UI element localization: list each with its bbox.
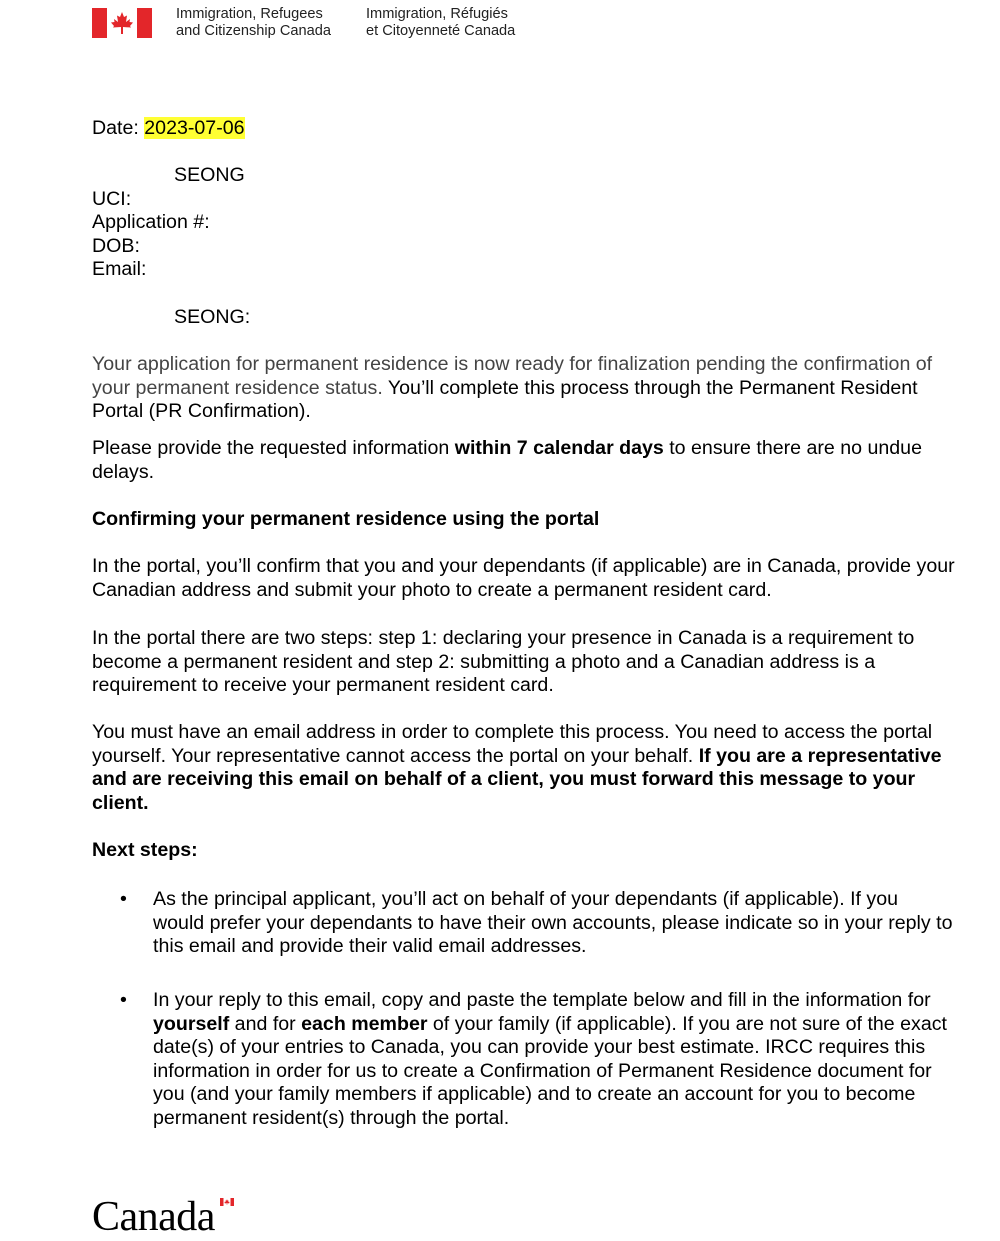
email-para-text: You must have an email address in order to complete this process. You need to access the portal yourself. Your representative cannot access the portal on your behalf. <box>92 721 933 767</box>
bullet-icon: • <box>120 989 127 1011</box>
email-para-bold: If you are a representative and are receiving this email on behalf of a client, you must forward this message to your client. <box>92 744 942 814</box>
intro-grey-text: Your application for permanent residence is now ready for finalization pending the confirmation of your permanent residence status. <box>92 353 933 399</box>
bullet2-part-a: In your reply to this email, copy and paste the template below and fill in the information for <box>153 989 931 1011</box>
section-heading-text: Confirming your permanent residence using the portal <box>92 508 600 530</box>
date-value: 2023-07-06 <box>144 117 245 139</box>
canada-flag-icon <box>92 8 152 38</box>
intro-black-text: You’ll complete this process through the Permanent Resident Portal (PR Confirmation). <box>92 376 918 422</box>
portal-paragraph-2: In the portal there are two steps: step 1: declaring your presence in Canada is a requirement to become a permanent resident and step 2: submitting a photo and a Canadian address is a requirement to receive your permanent resident card. <box>92 627 915 696</box>
email-label: Email: <box>92 258 147 280</box>
email-requirement-paragraph <box>92 721 962 815</box>
bullet-text-2 <box>153 989 953 1130</box>
next-steps-heading <box>92 839 962 863</box>
application-number-label: Application #: <box>92 211 210 233</box>
dept-en-line1: Immigration, Refugees <box>176 6 323 22</box>
request-pre: Please provide the requested information <box>92 437 455 459</box>
recipient-name: SEONG <box>174 164 245 186</box>
dept-fr-line2: et Citoyenneté Canada <box>366 23 516 39</box>
request-paragraph <box>92 437 962 484</box>
wordmark-text: Canada <box>92 1194 215 1240</box>
bullet2-part-e: of your family (if applicable). If you are not sure of the exact date(s) of your entries to Canada, you can provide your best estimate. IRCC requires this information in order for us to create a Confirmation of Permanent Residence document for you (and your family members if applicable) and to create an account for you to become permanent resident(s) through the portal. <box>153 1012 947 1129</box>
wordmark-flag-icon <box>220 1198 234 1206</box>
canada-wordmark <box>92 1196 242 1238</box>
bullet2-bold-yourself: yourself <box>153 1012 230 1035</box>
dept-en-line2: and Citizenship Canada <box>176 23 331 39</box>
intro-paragraph <box>92 353 962 424</box>
department-name-french <box>366 6 515 40</box>
salutation: SEONG: <box>174 306 251 328</box>
portal-paragraph-1: In the portal, you’ll confirm that you and your dependants (if applicable) are in Canada, provide your Canadian address and submit your photo to create a permanent resident card. <box>92 555 955 601</box>
date-label: Date: <box>92 117 145 139</box>
bullet2-bold-each-member: each member <box>301 1012 428 1035</box>
bullet-icon: • <box>120 888 127 910</box>
uci-label: UCI: <box>92 188 132 210</box>
department-name-english <box>176 6 331 40</box>
request-deadline: within 7 calendar days <box>454 437 664 459</box>
request-post: to ensure there are no undue delays. <box>92 437 922 483</box>
section-heading <box>92 508 962 532</box>
next-steps-heading-text: Next steps: <box>92 839 198 861</box>
date-line <box>92 117 245 141</box>
dob-label: DOB: <box>92 235 140 257</box>
bullet-text-1: As the principal applicant, you’ll act on behalf of your dependants (if applicable). If you would prefer your dependants to have their own accounts, please indicate so in your reply to this email and provide their valid email addresses. <box>153 888 953 957</box>
dept-fr-line1: Immigration, Réfugiés <box>366 6 508 22</box>
bullet2-part-c: and for <box>229 1012 302 1035</box>
